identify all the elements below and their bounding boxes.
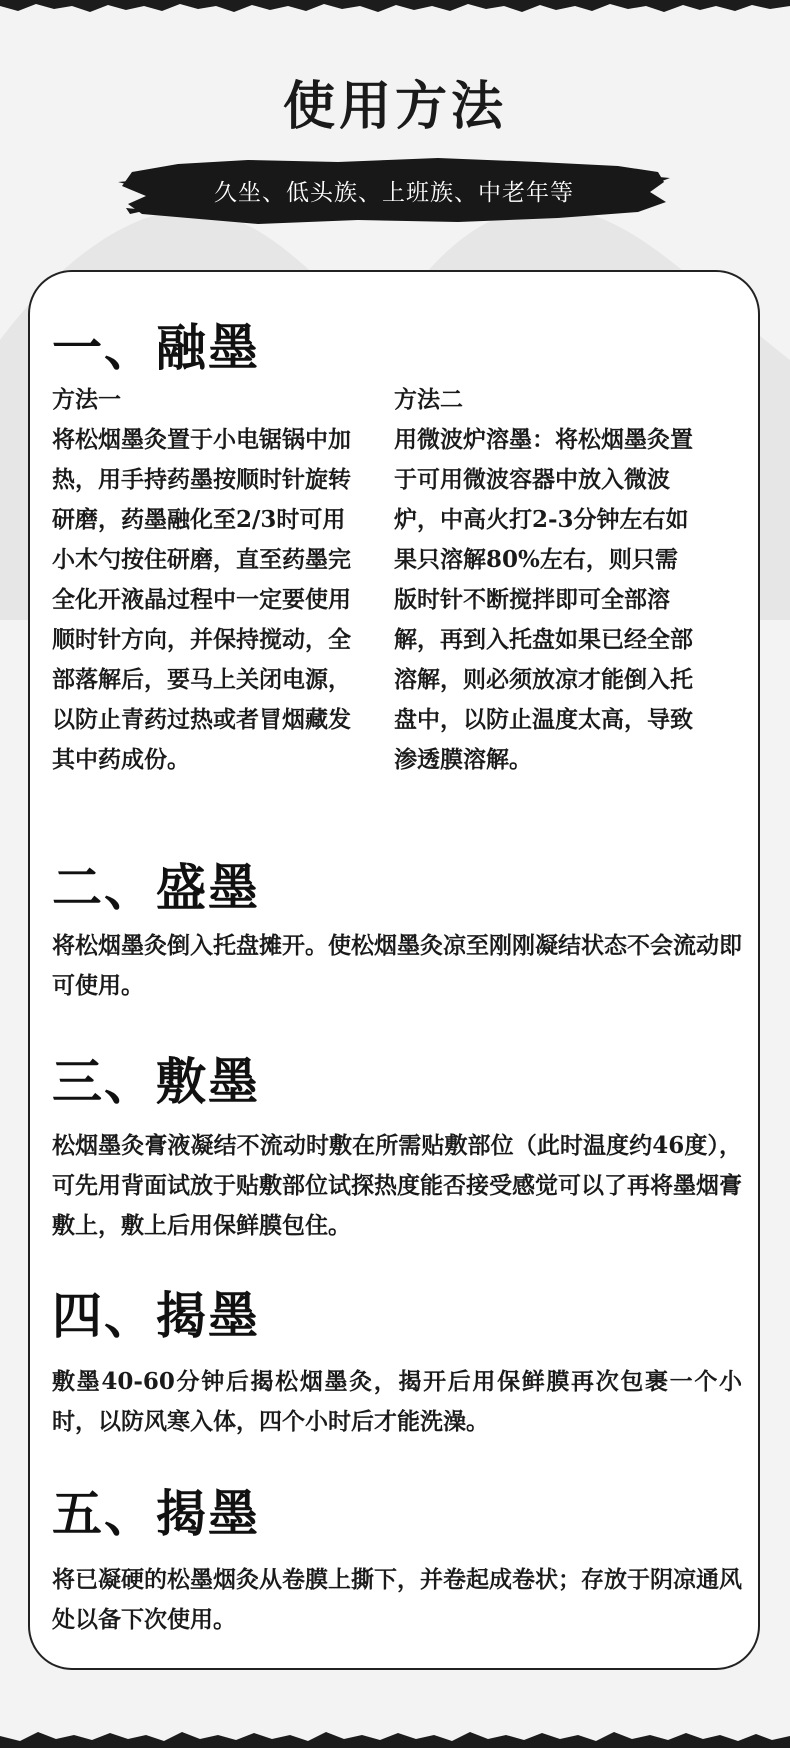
subtitle: 久坐、低头族、上班族、中老年等	[214, 179, 574, 206]
method-one	[52, 380, 352, 780]
section-title: 三、敷墨	[52, 1052, 260, 1111]
section-text: 松烟墨灸膏液凝结不流动时敷在所需贴敷部位（此时温度约46度），可先用背面试放于贴敷部位试探热度能否接受感觉可以了再将墨烟膏敷上，敷上后用保鲜膜包住。	[52, 1132, 742, 1239]
brush-banner	[118, 152, 670, 228]
section-text: 敷墨40-60分钟后揭松烟墨灸，揭开后用保鲜膜再次包裹一个小时，以防风寒入体，四个小时后才能洗澡。	[52, 1368, 742, 1435]
page-title: 使用方法	[282, 76, 507, 137]
method-label: 方法一	[52, 386, 121, 413]
section-title: 二、盛墨	[52, 858, 260, 917]
method-label: 方法二	[394, 386, 463, 413]
method-two	[394, 380, 694, 780]
section-title: 四、揭墨	[52, 1286, 260, 1345]
method-text: 用微波炉溶墨：将松烟墨灸置于可用微波容器中放入微波炉，中高火打2-3分钟左右如果只溶解80%左右，则只需版时针不断搅拌即可全部溶解，再到入托盘如果已经全部溶解，则必须放凉才能倒入托盘中，以防止温度太高，导致渗透膜溶解。	[394, 426, 693, 773]
section-text: 将已凝硬的松墨烟灸从卷膜上撕下，并卷起成卷状；存放于阴凉通风处以备下次使用。	[52, 1566, 742, 1633]
section-title: 一、融墨	[52, 318, 260, 377]
section-title: 五、揭墨	[52, 1484, 260, 1543]
section-text: 将松烟墨灸倒入托盘摊开。使松烟墨灸凉至刚刚凝结状态不会流动即可使用。	[52, 932, 742, 999]
method-text: 将松烟墨灸置于小电锯锅中加热，用手持药墨按顺时针旋转研磨，药墨融化至2/3时可用小木勺按住研磨，直至药墨完全化开液晶过程中一定要使用顺时针方向，并保持搅动，全部落解后，要马上关闭电源，以防止青药过热或者冒烟藏发其中药成份。	[52, 426, 351, 773]
torn-ink-edge-top	[0, 0, 790, 14]
torn-ink-edge-bottom	[0, 1726, 790, 1748]
